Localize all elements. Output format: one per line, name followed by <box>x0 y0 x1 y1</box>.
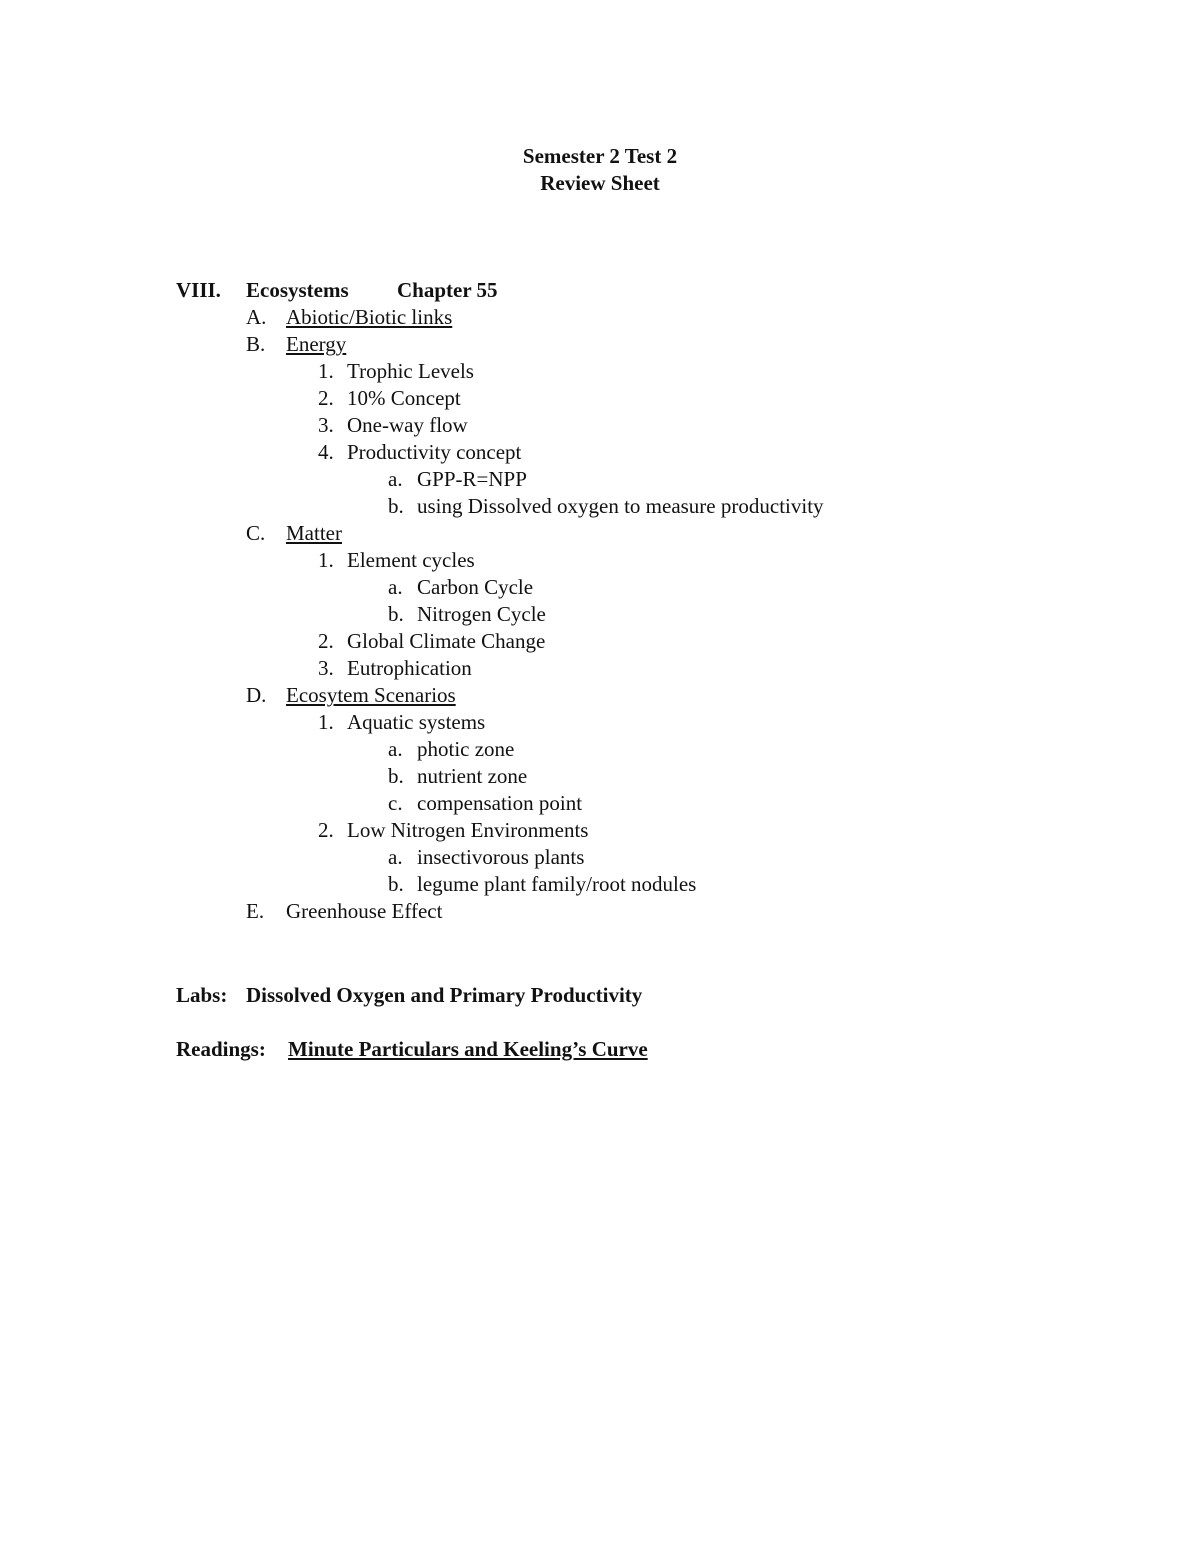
outline-item <box>176 439 1076 466</box>
item-text: insectivorous plants <box>417 845 585 869</box>
item-text: Energy <box>286 332 347 356</box>
outline-item <box>176 790 1076 817</box>
outline-item <box>176 763 1076 790</box>
item-marker: 2. <box>318 629 334 653</box>
outline-item <box>176 520 1076 547</box>
outline <box>176 277 1076 925</box>
document-subtitle: Review Sheet <box>540 171 660 195</box>
item-text: Low Nitrogen Environments <box>347 818 589 842</box>
item-text: compensation point <box>417 791 583 815</box>
outline-item <box>176 682 1076 709</box>
item-marker: 3. <box>318 656 334 680</box>
readings-label: Readings: <box>176 1037 266 1061</box>
outline-item <box>176 817 1076 844</box>
item-text: Greenhouse Effect <box>286 899 443 923</box>
readings-value: Minute Particulars and Keeling’s Curve <box>288 1037 648 1061</box>
section-heading <box>176 277 1076 304</box>
outline-item <box>176 412 1076 439</box>
item-text: nutrient zone <box>417 764 528 788</box>
item-text: Productivity concept <box>347 440 522 464</box>
outline-item <box>176 331 1076 358</box>
item-marker: D. <box>246 683 267 707</box>
outline-item <box>176 493 1076 520</box>
outline-item <box>176 304 1076 331</box>
item-text: Aquatic systems <box>347 710 486 734</box>
item-text: Global Climate Change <box>347 629 546 653</box>
item-marker: 1. <box>318 548 334 572</box>
item-text: Ecosytem Scenarios <box>286 683 456 707</box>
item-text: Element cycles <box>347 548 475 572</box>
item-marker: 3. <box>318 413 334 437</box>
item-text: Abiotic/Biotic links <box>286 305 453 329</box>
outline-item <box>176 466 1076 493</box>
item-marker: 4. <box>318 440 334 464</box>
section-chapter: Chapter 55 <box>397 278 498 302</box>
item-marker: b. <box>388 602 404 626</box>
item-text: GPP-R=NPP <box>417 467 527 491</box>
item-text: Trophic Levels <box>347 359 474 383</box>
outline-item <box>176 574 1076 601</box>
item-marker: B. <box>246 332 266 356</box>
outline-item <box>176 655 1076 682</box>
title-block <box>0 143 1200 197</box>
item-text: legume plant family/root nodules <box>417 872 697 896</box>
section-numeral: VIII. <box>176 278 221 302</box>
item-marker: a. <box>388 575 403 599</box>
item-marker: b. <box>388 872 404 896</box>
outline-item <box>176 547 1076 574</box>
outline-item <box>176 844 1076 871</box>
item-marker: a. <box>388 737 403 761</box>
item-marker: c. <box>388 791 403 815</box>
outline-item <box>176 736 1076 763</box>
outline-item <box>176 628 1076 655</box>
item-marker: 1. <box>318 359 334 383</box>
item-text: Nitrogen Cycle <box>417 602 546 626</box>
item-text: using Dissolved oxygen to measure productivity <box>417 494 824 518</box>
item-text: Eutrophication <box>347 656 472 680</box>
outline-item <box>176 358 1076 385</box>
item-marker: 2. <box>318 386 334 410</box>
item-text: 10% Concept <box>347 386 461 410</box>
labs-value: Dissolved Oxygen and Primary Productivity <box>246 983 643 1007</box>
document-title: Semester 2 Test 2 <box>522 144 678 168</box>
item-text: Carbon Cycle <box>417 575 534 599</box>
item-marker: a. <box>388 467 403 491</box>
outline-item <box>176 898 1076 925</box>
item-marker: E. <box>246 899 265 923</box>
item-text: Matter <box>286 521 342 545</box>
item-marker: C. <box>246 521 266 545</box>
item-marker: 1. <box>318 710 334 734</box>
outline-item <box>176 385 1076 412</box>
item-marker: A. <box>246 305 267 329</box>
item-text: photic zone <box>417 737 515 761</box>
outline-item <box>176 871 1076 898</box>
item-text: One-way flow <box>347 413 468 437</box>
item-marker: a. <box>388 845 403 869</box>
section-title: Ecosystems <box>246 278 349 302</box>
outline-item <box>176 601 1076 628</box>
outline-item <box>176 709 1076 736</box>
item-marker: b. <box>388 494 404 518</box>
item-marker: 2. <box>318 818 334 842</box>
item-marker: b. <box>388 764 404 788</box>
labs-label: Labs: <box>176 983 228 1007</box>
